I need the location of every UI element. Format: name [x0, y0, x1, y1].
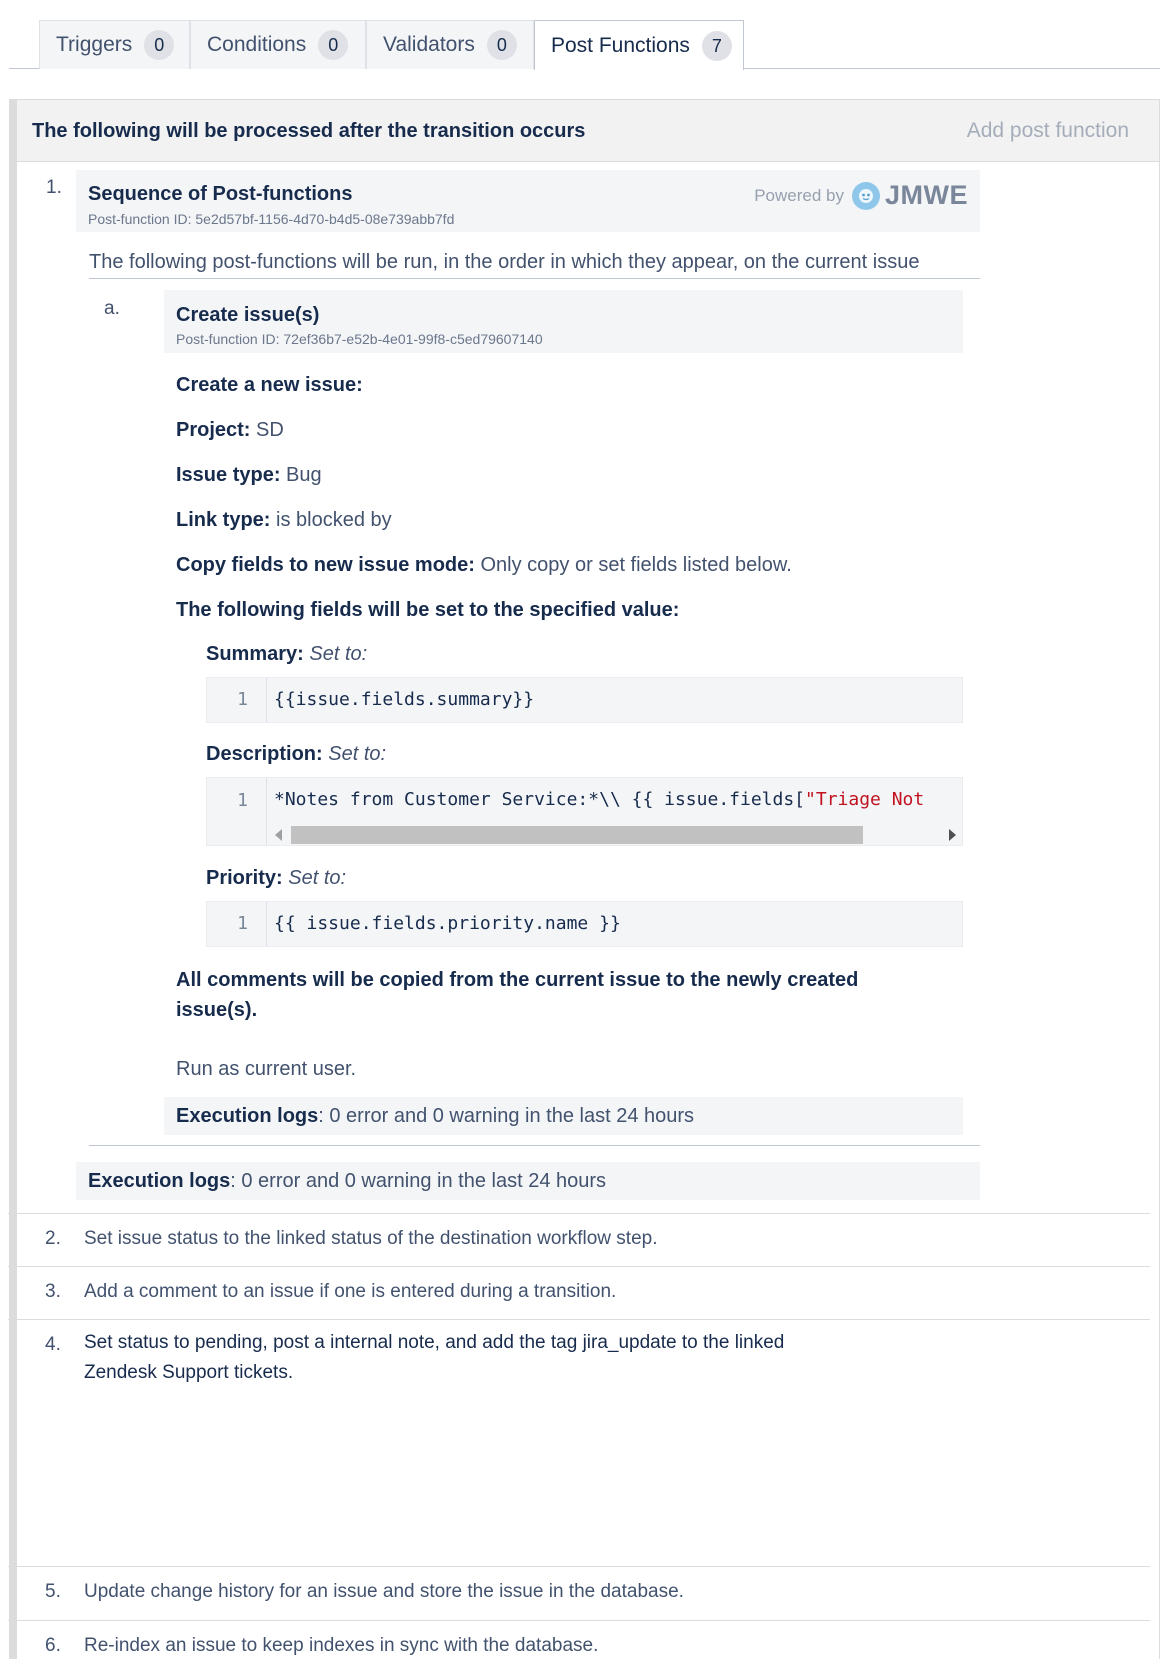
- summary-code-line: {{issue.fields.summary}}: [274, 689, 535, 710]
- run-as-note: Run as current user.: [176, 1058, 357, 1080]
- fields-heading: [176, 599, 679, 622]
- tab-label: Triggers: [56, 33, 133, 56]
- set-to-label: Set to:: [282, 867, 347, 889]
- fields-heading-label: The following fields will be set to the specified value:: [176, 599, 680, 621]
- project-label: Project:: [176, 419, 251, 441]
- post-function-title: Sequence of Post-functions: [88, 183, 353, 205]
- post-function-number: 4.: [45, 1334, 61, 1355]
- execution-logs-link[interactable]: Execution logs: [88, 1170, 231, 1192]
- create-new-issue-label: Create a new issue:: [176, 374, 363, 396]
- scroll-right-icon[interactable]: [949, 829, 956, 841]
- set-to-label: Set to:: [322, 743, 387, 765]
- set-to-label: Set to:: [303, 643, 368, 665]
- scroll-left-icon[interactable]: [275, 829, 282, 841]
- powered-by-label: Powered by: [754, 185, 844, 205]
- description-field-label: [206, 743, 386, 766]
- powered-by-jmwe[interactable]: [754, 180, 968, 211]
- post-function-row: [8, 1566, 1150, 1620]
- jmwe-logo-icon: [852, 182, 880, 210]
- tab-count-badge: 0: [144, 30, 174, 60]
- link-type-line: [176, 509, 392, 532]
- post-function-description: Set issue status to the linked status of the destination workflow step.: [84, 1228, 658, 1249]
- add-post-function-link[interactable]: Add post function: [966, 119, 1129, 142]
- execution-logs-period: in the last 24 hours: [431, 1170, 607, 1192]
- priority-code-editor[interactable]: [206, 901, 963, 947]
- tab-post-functions[interactable]: [534, 20, 744, 70]
- tab-label: Post Functions: [551, 33, 690, 57]
- sub-execution-logs: [164, 1097, 963, 1135]
- post-function-row: [8, 1266, 1150, 1320]
- tab-conditions[interactable]: [190, 20, 366, 69]
- project-line: [176, 419, 284, 442]
- tab-validators[interactable]: [366, 20, 534, 69]
- create-new-issue-heading: [176, 374, 363, 397]
- copy-mode-line: [176, 554, 792, 577]
- description-code-string: "Triage Not: [805, 789, 925, 810]
- post-function-number: 3.: [45, 1281, 61, 1302]
- post-function-row: [8, 1213, 1150, 1267]
- description-label: Description:: [206, 743, 323, 765]
- copy-mode-label: Copy fields to new issue mode:: [176, 554, 475, 576]
- link-type-label: Link type:: [176, 509, 271, 531]
- summary-field-label: [206, 643, 367, 666]
- scrollbar-thumb[interactable]: [291, 826, 863, 844]
- execution-logs-counts: : 0 error and 0 warning: [318, 1105, 520, 1127]
- post-function-description: Update change history for an issue and store the issue in the database.: [84, 1581, 684, 1602]
- description-code-line: [274, 789, 924, 810]
- tab-count-badge: 0: [318, 30, 348, 60]
- panel-title: The following will be processed after the transition occurs: [32, 120, 586, 142]
- execution-logs-counts: : 0 error and 0 warning: [230, 1170, 432, 1192]
- priority-label: Priority:: [206, 867, 283, 889]
- issue-type-value: Bug: [280, 464, 322, 486]
- post-function-number: 2.: [45, 1228, 61, 1249]
- panel-header: [17, 100, 1159, 162]
- line-number-gutter: 1: [207, 902, 267, 946]
- post-function-number: 5.: [45, 1581, 61, 1602]
- copy-mode-value: Only copy or set fields listed below.: [474, 554, 792, 576]
- post-function-row: [8, 1620, 1150, 1659]
- sub-post-function-header: [164, 290, 963, 353]
- post-function-number: 1.: [46, 177, 62, 198]
- issue-type-label: Issue type:: [176, 464, 281, 486]
- tab-count-badge: 7: [702, 31, 732, 61]
- post-function-row: [8, 1319, 1150, 1567]
- priority-field-label: [206, 867, 346, 890]
- sequence-description: The following post-functions will be run, in the order in which they appear, on the current issue: [89, 251, 980, 279]
- line-number-gutter: 1: [207, 678, 267, 722]
- sub-post-function-letter: a.: [104, 298, 120, 319]
- post-function-number: 6.: [45, 1635, 61, 1656]
- jmwe-brand-text: JMWE: [885, 180, 968, 210]
- post-function-description: Re-index an issue to keep indexes in sync with the database.: [84, 1635, 599, 1656]
- line-number-gutter: 1: [207, 778, 267, 845]
- sequence-execution-logs: [76, 1162, 980, 1200]
- priority-code-line: {{ issue.fields.priority.name }}: [274, 913, 621, 934]
- sub-post-function-id: Post-function ID: 72ef36b7-e52b-4e01-99f8-c5ed79607140: [176, 331, 543, 347]
- execution-logs-link[interactable]: Execution logs: [176, 1105, 319, 1127]
- summary-label: Summary:: [206, 643, 304, 665]
- project-value: SD: [250, 419, 284, 441]
- execution-logs-period: in the last 24 hours: [519, 1105, 695, 1127]
- post-function-description: Add a comment to an issue if one is entered during a transition.: [84, 1281, 617, 1302]
- tab-label: Validators: [383, 33, 475, 56]
- horizontal-scrollbar[interactable]: [267, 823, 963, 845]
- tab-count-badge: 0: [487, 30, 517, 60]
- issue-type-line: [176, 464, 322, 487]
- comments-copied-note: All comments will be copied from the current issue to the newly created issue(s).: [176, 969, 859, 1021]
- description-code-editor[interactable]: [206, 777, 963, 846]
- tab-bar: [9, 0, 1160, 69]
- tab-label: Conditions: [207, 33, 307, 56]
- tab-triggers[interactable]: [39, 20, 190, 69]
- description-code-text: *Notes from Customer Service:*\\ {{ issue.fields[: [274, 789, 806, 810]
- post-function-id: Post-function ID: 5e2d57bf-1156-4d70-b4d5-08e739abb7fd: [88, 211, 455, 227]
- summary-code-editor[interactable]: [206, 677, 963, 723]
- post-function-header: [76, 170, 980, 232]
- post-function-description: Set status to pending, post a internal note, and add the tag jira_update to the linked Zendesk Support tickets.: [84, 1332, 785, 1383]
- divider: [89, 1145, 980, 1146]
- link-type-value: is blocked by: [270, 509, 392, 531]
- sub-post-function-title: Create issue(s): [176, 304, 320, 326]
